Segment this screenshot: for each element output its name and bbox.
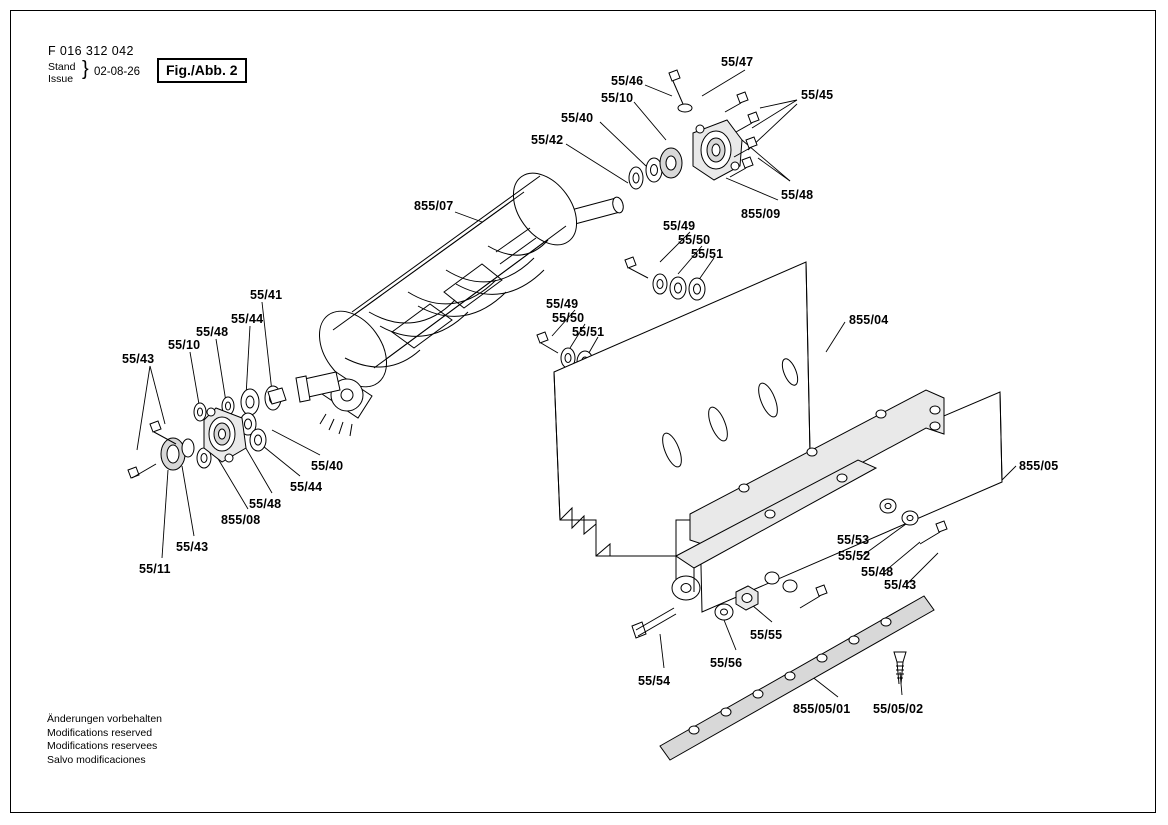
callout-55-44-bottom: 55/44 xyxy=(290,480,323,494)
callout-55-40-top: 55/40 xyxy=(561,111,594,125)
callout-55-56: 55/56 xyxy=(710,656,743,670)
part-number: F 016 312 042 xyxy=(48,44,134,58)
callout-55-11: 55/11 xyxy=(139,562,171,576)
callout-55-45: 55/45 xyxy=(801,88,834,102)
callout-55-05-02: 55/05/02 xyxy=(873,702,924,716)
stand-label: Stand xyxy=(48,61,76,73)
callout-55-10-top: 55/10 xyxy=(601,91,634,105)
notice-fr: Modifications reservees xyxy=(47,740,158,753)
callout-55-47: 55/47 xyxy=(721,55,754,69)
callout-855-07: 855/07 xyxy=(414,199,454,213)
callout-55-49-b: 55/49 xyxy=(546,297,579,311)
callout-55-51-a: 55/51 xyxy=(691,247,724,261)
callout-55-10-left: 55/10 xyxy=(168,338,201,352)
callout-55-46: 55/46 xyxy=(611,74,644,88)
callout-55-49-a: 55/49 xyxy=(663,219,696,233)
callout-55-43-left: 55/43 xyxy=(122,352,155,366)
callout-855-08: 855/08 xyxy=(221,513,261,527)
notice-es: Salvo modificaciones xyxy=(47,753,146,766)
callout-55-53: 55/53 xyxy=(837,533,870,547)
issue-date: 02-08-26 xyxy=(94,66,141,78)
callout-55-43-right: 55/43 xyxy=(884,578,917,592)
callout-55-50-a: 55/50 xyxy=(678,233,711,247)
callout-855-04: 855/04 xyxy=(849,313,889,327)
figure-badge: Fig./Abb. 2 xyxy=(157,58,247,83)
callout-55-40-left: 55/40 xyxy=(311,459,344,473)
brace-glyph: } xyxy=(82,58,89,80)
callout-55-44-top: 55/44 xyxy=(231,312,264,326)
modifications-notice xyxy=(47,713,162,767)
callout-55-48-left: 55/48 xyxy=(196,325,229,339)
notice-de: Änderungen vorbehalten xyxy=(47,713,163,725)
issue-label: Issue xyxy=(48,72,74,85)
callout-55-48-bottom: 55/48 xyxy=(249,497,282,511)
notice-en: Modifications reserved xyxy=(47,726,153,739)
callout-55-42: 55/42 xyxy=(531,133,564,147)
callout-855-05: 855/05 xyxy=(1019,459,1059,473)
callout-55-50-b: 55/50 xyxy=(552,311,585,325)
callout-55-51-b: 55/51 xyxy=(572,325,605,339)
callout-55-52: 55/52 xyxy=(838,549,871,563)
callout-55-48-top: 55/48 xyxy=(781,188,814,202)
callout-55-55: 55/55 xyxy=(750,628,783,642)
callout-855-09: 855/09 xyxy=(741,207,781,221)
callout-55-54: 55/54 xyxy=(638,674,671,688)
callout-55-48-right: 55/48 xyxy=(861,565,894,579)
callout-855-05-01: 855/05/01 xyxy=(793,702,851,716)
callout-55-43-bottom: 55/43 xyxy=(176,540,209,554)
callout-55-41: 55/41 xyxy=(250,288,283,302)
